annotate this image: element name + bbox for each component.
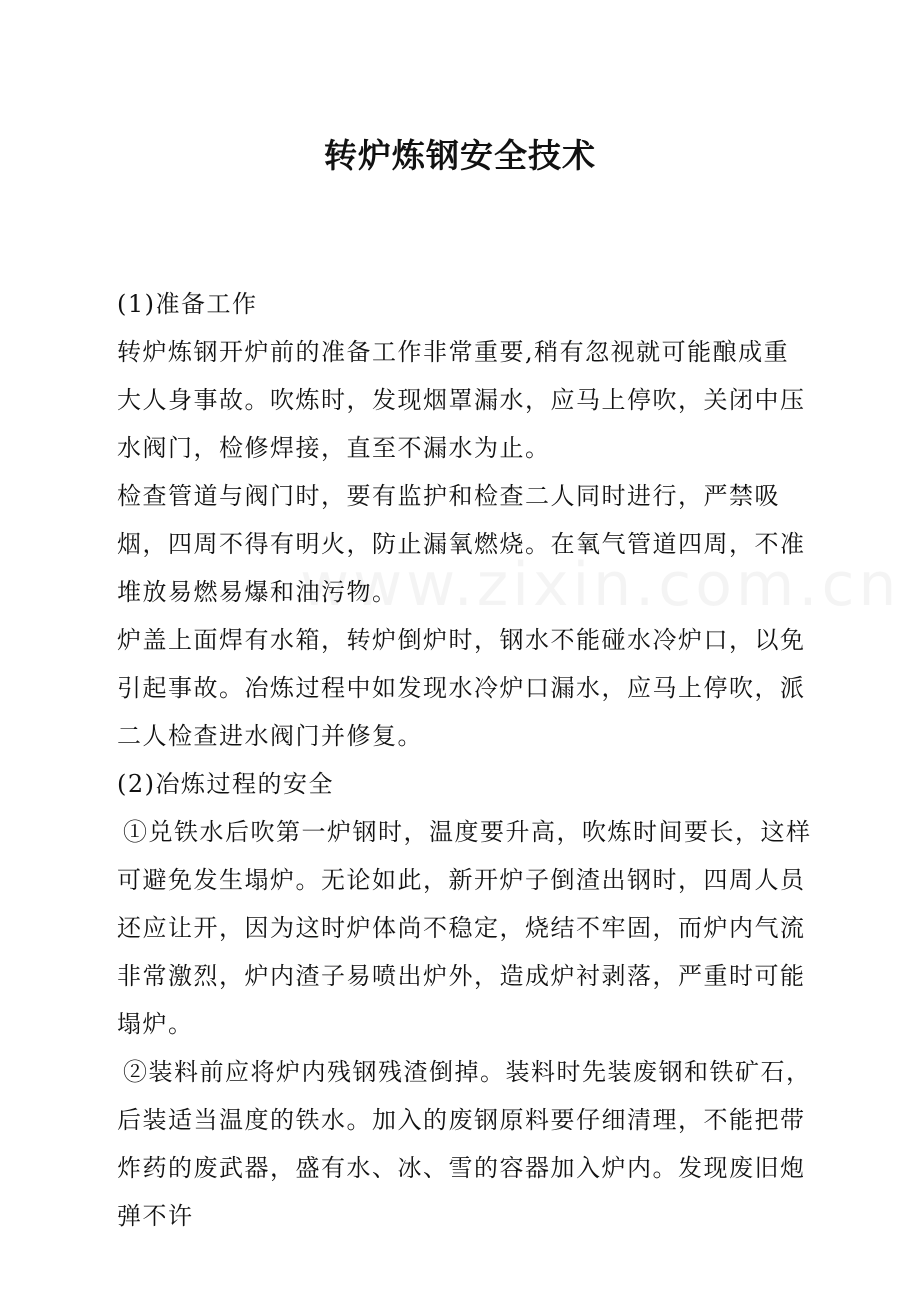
paragraph-pipe-inspection: 检查管道与阀门时，要有监护和检查二人同时进行，严禁吸烟，四周不得有明火，防止漏氧燃烧。在氧气管道四周，不准堆放易燃易爆和油污物。 — [117, 482, 806, 606]
paragraph-furnace-cover: 炉盖上面焊有水箱，转炉倒炉时，钢水不能碰水冷炉口，以免引起事故。冶炼过程中如发现水冷炉口漏水，应马上停吹，派二人检查进水阀门并修复。 — [117, 626, 806, 750]
list-item-2: ②装料前应将炉内残钢残渣倒掉。装料时先装废钢和铁矿石，后装适当温度的铁水。加入的废钢原料要仔细清理，不能把带炸药的废武器，盛有水、冰、雪的容器加入炉内。发现废旧炮弹不许 — [117, 1058, 812, 1230]
document-body — [117, 280, 813, 1240]
section-heading-smelting-safety: (2)冶炼过程的安全 — [117, 770, 334, 798]
section-heading-preparation: (1)准备工作 — [117, 290, 258, 318]
paragraph-preparation-intro: 转炉炼钢开炉前的准备工作非常重要,稍有忽视就可能酿成重大人身事故。吹炼时，发现烟罩漏水，应马上停吹，关闭中压水阀门，检修焊接，直至不漏水为止。 — [117, 338, 806, 462]
list-item-1: ①兑铁水后吹第一炉钢时，温度要升高，吹炼时间要长，这样可避免发生塌炉。无论如此，新开炉子倒渣出钢时，四周人员还应让开，因为这时炉体尚不稳定，烧结不牢固，而炉内气流非常激烈，炉内渣子易喷出炉外，造成炉衬剥落，严重时可能塌炉。 — [117, 818, 812, 1038]
document-title: 转炉炼钢安全技术 — [324, 136, 596, 175]
